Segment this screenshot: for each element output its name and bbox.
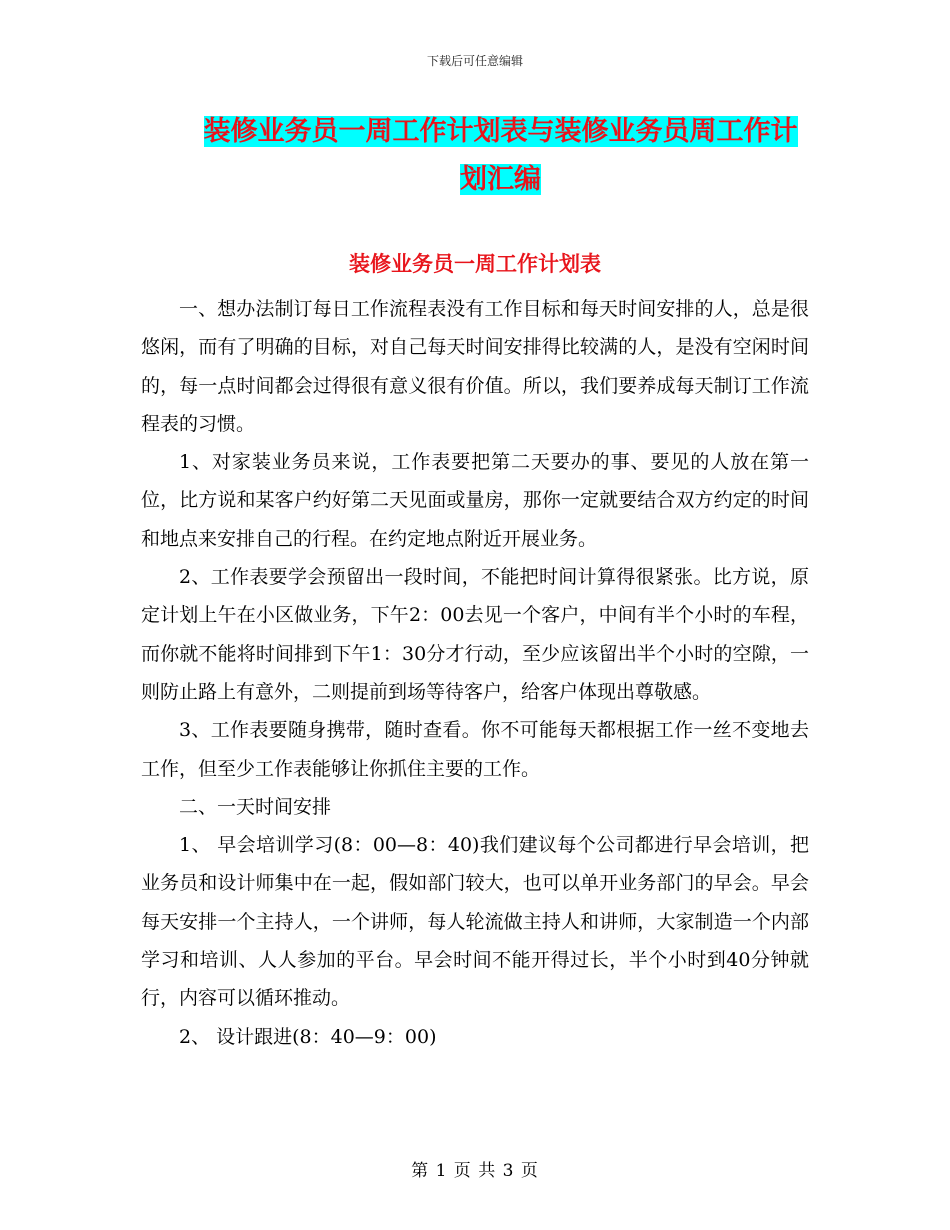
paragraph: 3、工作表要随身携带，随时查看。你不可能每天都根据工作一丝不变地去工作，但至少工作表能够让你抓住主要的工作。	[141, 719, 809, 780]
section-title: 装修业务员一周工作计划表	[349, 252, 601, 276]
document-title-text: 装修业务员一周工作计划表与装修业务员周工作计划汇编	[203, 116, 798, 195]
paragraph: 2、工作表要学会预留出一段时间，不能把时间计算得很紧张。比方说，原定计划上午在小区做业务，下午2：00去见一个客户，中间有半个小时的车程，而你就不能将时间排到下午1：30分才行动，至少应该留出半个小时的空隙，一则防止路上有意外，二则提前到场等待客户，给客户体现出尊敬感。	[141, 566, 809, 703]
paragraph: 2、 设计跟进(8：40—9：00)	[179, 1025, 437, 1048]
paragraph: 一、想办法制订每日工作流程表没有工作目标和每天时间安排的人，总是很悠闲，而有了明确的目标，对自己每天时间安排得比较满的人，是没有空闲时间的，每一点时间都会过得很有意义很有价值。所以，我们要养成每天制订工作流程表的习惯。	[141, 298, 809, 435]
page-number: 第 1 页 共 3 页	[411, 1161, 539, 1181]
page-header-note: 下载后可任意编辑	[426, 54, 523, 68]
paragraph: 1、 早会培训学习(8：00—8：40)我们建议每个公司都进行早会培训，把业务员和设计师集中在一起，假如部门较大，也可以单开业务部门的早会。早会每天安排一个主持人，一个讲师，每人轮流做主持人和讲师，大家制造一个内部学习和培训、人人参加的平台。早会时间不能开得过长，半个小时到40分钟就行，内容可以循环推动。	[141, 834, 809, 1010]
document-title	[193, 108, 808, 204]
body-content	[141, 290, 809, 1056]
paragraph: 二、一天时间安排	[179, 795, 332, 818]
paragraph: 1、对家装业务员来说，工作表要把第二天要办的事、要见的人放在第一位，比方说和某客户约好第二天见面或量房，那你一定就要结合双方约定的时间和地点来安排自己的行程。在约定地点附近开展业务。	[141, 451, 809, 550]
